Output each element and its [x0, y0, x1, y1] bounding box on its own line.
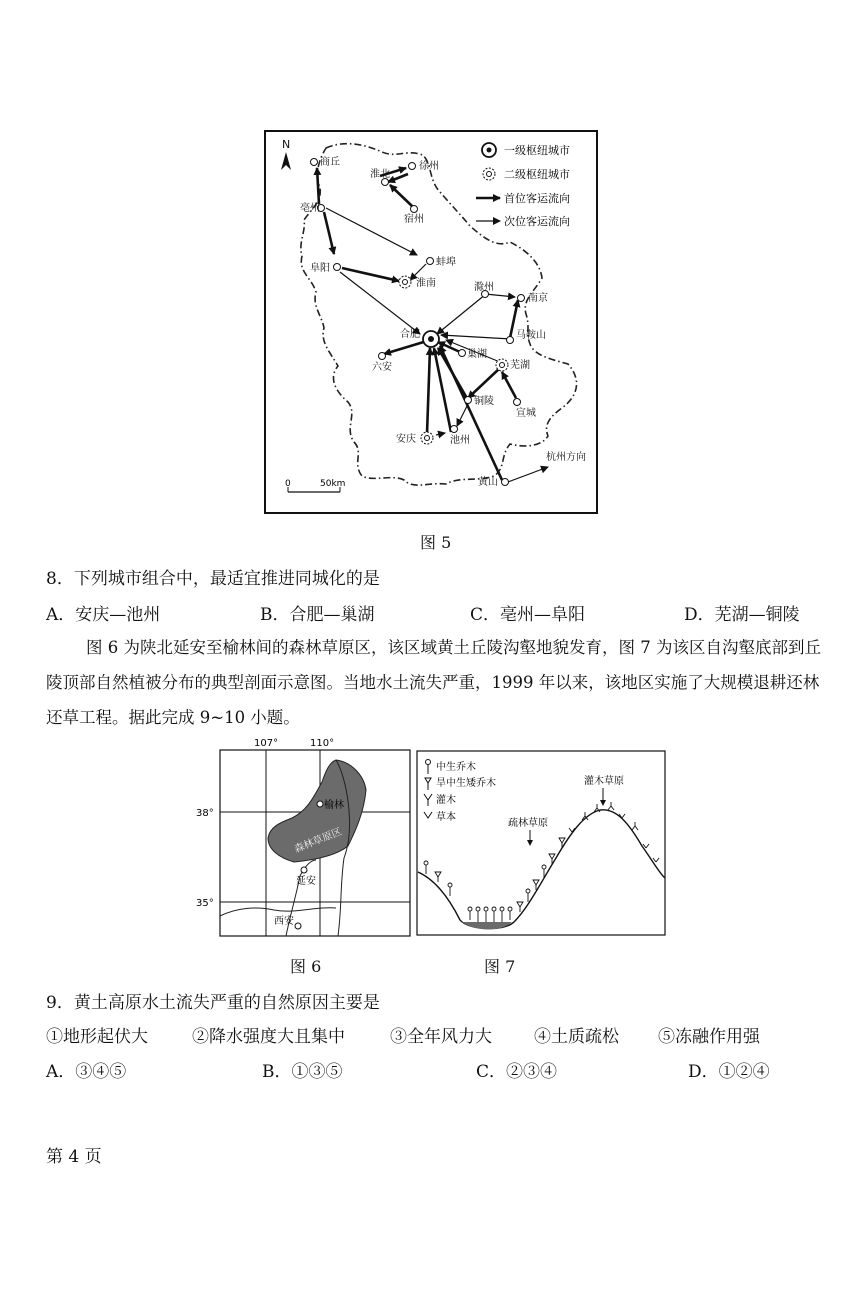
svg-text:0: 0 [285, 479, 291, 489]
label-sparse-steppe: 疏林草原 [508, 818, 548, 829]
svg-text:二级枢纽城市: 二级枢纽城市 [504, 168, 570, 181]
svg-text:商丘: 商丘 [320, 157, 340, 168]
q8-option-c: C．亳州—阜阳 [470, 605, 586, 625]
q9-option-b: B．①③⑤ [262, 1062, 343, 1082]
q9-option-a: A．③④⑤ [46, 1062, 127, 1082]
north-label: N [282, 138, 291, 151]
intro-paragraph: 图 6 为陕北延安至榆林间的森林草原区，该区域黄土丘陵沟壑地貌发育，图 7 为该区自沟壑底部到丘陵顶部自然植被分布的典型剖面示意图。当地水土流失严重，1999 年以来，该地区实施了大规模退耕还林还草工程。据此完成 9~10 小题。 [46, 638, 821, 727]
city-xian: 西安 [274, 916, 294, 927]
svg-text:马鞍山: 马鞍山 [516, 330, 546, 341]
figure-6-map [196, 736, 412, 938]
svg-text:灌木: 灌木 [436, 795, 456, 806]
city-suzhou [404, 206, 424, 226]
q9-item-2: ②降水强度大且集中 [192, 1027, 345, 1047]
figure-6-caption: 图 6 [290, 957, 322, 976]
svg-text:六安: 六安 [372, 362, 392, 373]
svg-text:淮南: 淮南 [416, 278, 436, 289]
svg-text:110°: 110° [310, 738, 335, 749]
city-bengbu [427, 255, 457, 268]
city-xuzhou [409, 160, 440, 172]
svg-text:淮北: 淮北 [370, 169, 390, 180]
svg-text:38°: 38° [196, 808, 214, 819]
svg-text:铜陵: 铜陵 [474, 396, 494, 407]
q8-option-d: D．芜湖—铜陵 [684, 605, 800, 625]
svg-text:50km: 50km [320, 479, 346, 489]
city-luan [372, 353, 392, 374]
figure-5-caption: 图 5 [420, 533, 452, 552]
svg-text:宣城: 宣城 [516, 408, 536, 419]
city-xuancheng [514, 399, 537, 420]
svg-text:合肥: 合肥 [400, 329, 420, 340]
svg-text:徐州: 徐州 [419, 161, 439, 172]
svg-text:池州: 池州 [450, 435, 470, 446]
q9-item-1: ①地形起伏大 [46, 1027, 148, 1047]
scale-bar [285, 479, 345, 492]
city-huangshan [478, 475, 509, 488]
svg-text:滁州: 滁州 [474, 282, 494, 293]
label-hangzhou: 杭州方向 [546, 452, 586, 463]
city-huainan [399, 276, 436, 289]
question-9-stem: 9．黄土高原水土流失严重的自然原因主要是 [46, 993, 380, 1013]
valley-trees [468, 907, 512, 922]
svg-text:首位客运流向: 首位客运流向 [504, 192, 570, 205]
city-huaibei [370, 167, 390, 186]
q9-item-5: ⑤冻融作用强 [658, 1027, 760, 1047]
fig5-legend [476, 143, 570, 228]
svg-text:107°: 107° [254, 738, 279, 749]
svg-text:南京: 南京 [528, 293, 548, 304]
city-chaohu [459, 347, 488, 360]
svg-text:次位客运流向: 次位客运流向 [504, 215, 570, 228]
page-number: 第 4 页 [46, 1147, 102, 1167]
svg-text:中生乔木: 中生乔木 [436, 762, 476, 773]
svg-text:草本: 草本 [436, 812, 456, 823]
q8-option-b: B．合肥—巢湖 [260, 605, 375, 625]
question-8-stem: 8．下列城市组合中，最适宜推进同城化的是 [46, 569, 380, 589]
svg-text:旱中生矮乔木: 旱中生矮乔木 [436, 778, 496, 789]
fig7-legend [424, 760, 496, 824]
city-shangqiu [311, 155, 341, 168]
city-chizhou [450, 426, 470, 447]
north-arrow-icon [281, 152, 291, 170]
svg-text:安庆: 安庆 [396, 434, 416, 445]
region-label: 森林草原区 [293, 826, 344, 856]
q9-item-4: ④土质疏松 [534, 1027, 619, 1047]
q9-option-d: D．①②④ [688, 1062, 770, 1082]
q9-option-c: C．②③④ [476, 1062, 558, 1082]
figure-7-caption: 图 7 [484, 957, 516, 976]
city-anqing [396, 432, 433, 445]
city-yanan: 延安 [296, 876, 316, 887]
svg-text:阜阳: 阜阳 [310, 263, 330, 274]
city-bozhou [300, 201, 325, 214]
city-yulin: 榆林 [324, 800, 344, 811]
svg-text:宿州: 宿州 [404, 214, 424, 225]
figure-7-profile [416, 750, 666, 936]
city-wuhu [496, 358, 530, 371]
figure-5-map [264, 130, 598, 514]
q9-item-3: ③全年风力大 [390, 1027, 492, 1047]
city-nanjing [518, 291, 549, 304]
svg-text:亳州: 亳州 [300, 203, 320, 214]
svg-text:黄山: 黄山 [478, 477, 498, 488]
svg-text:巢湖: 巢湖 [467, 349, 487, 360]
svg-text:蚌埠: 蚌埠 [436, 257, 456, 268]
svg-text:一级枢纽城市: 一级枢纽城市 [504, 144, 570, 157]
label-shrub-steppe: 灌木草原 [584, 776, 624, 787]
city-fuyang [310, 261, 341, 274]
svg-text:芜湖: 芜湖 [510, 360, 530, 371]
q8-option-a: A．安庆—池州 [46, 605, 161, 625]
svg-text:35°: 35° [196, 898, 214, 909]
